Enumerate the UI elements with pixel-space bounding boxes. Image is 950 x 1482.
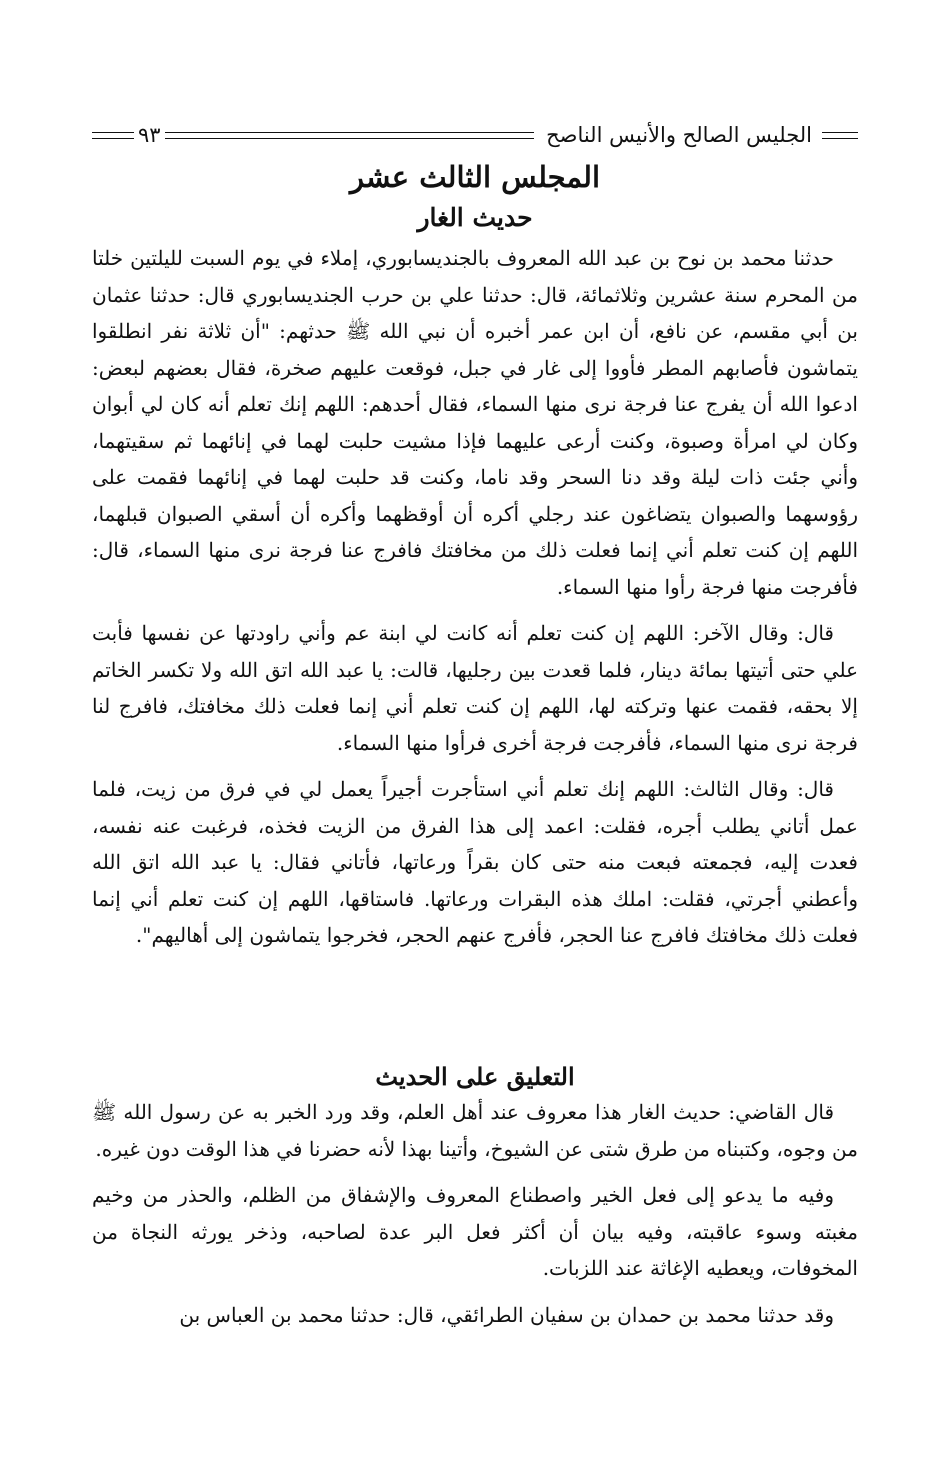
paragraph: وقد حدثنا محمد بن حمدان بن سفيان الطرائقي، قال: حدثنا محمد بن العباس بن [179, 1302, 834, 1327]
section-title: حديث الغار [417, 203, 533, 232]
chapter-title: المجلس الثالث عشر [349, 160, 601, 194]
paragraph: قال: وقال الثالث: اللهم إنك تعلم أني استأجرت أجيراً يعمل لي في فرق من زيت، فلما عمل أتاني يطلب أجره، فقلت: اعمد إلى هذا الفرق من الزيت فخذه، فرغبت عنه نفسه، فعدت إليه، فجمعته فبعت منه حتى كان بقراً ورعاتها، فأتاني فقال: يا عبد الله اتق الله وأعطني أجرتي، فقلت: املك هذه البقرات ورعاتها. فاستاقها، اللهم إن كنت تعلم أني إنما فعلت ذلك مخافتك فافرج عنا الحجر، فأفرج عنهم الحجر، فخرجوا يتماشون إلى أهاليهم". [92, 777, 858, 947]
hadith-text [92, 240, 858, 954]
header-rule-left [92, 132, 134, 139]
header-rule-long [165, 132, 535, 139]
header-rule-right [822, 132, 858, 139]
commentary-heading: التعليق على الحديث [375, 1062, 575, 1091]
commentary-text [92, 1094, 858, 1333]
running-header [92, 118, 858, 152]
page-number: ٩٣ [138, 123, 161, 147]
paragraph: وفيه ما يدعو إلى فعل الخير واصطناع المعروف والإشفاق من الظلم، والحذر من وخيم مغبته وسوء عاقبته، وفيه بيان أن أكثر فعل البر عدة لصاحبه، وذخر يورثه النجاة من المخوفات، ويعطيه الإغاثة عند اللزبات. [92, 1183, 858, 1280]
paragraph: قال القاضي: حديث الغار هذا معروف عند أهل العلم، وقد ورد الخبر به عن رسول الله ﷺ من وجوه، وكتبناه من طرق شتى عن الشيوخ، وأتينا بهذا لأنه حضرنا في هذا الوقت دون غيره. [92, 1100, 858, 1161]
book-title: الجليس الصالح والأنيس الناصح [546, 123, 812, 147]
paragraph: حدثنا محمد بن نوح بن عبد الله المعروف بالجنديسابوري، إملاء في يوم السبت لليلتين خلتا من المحرم سنة عشرين وثلاثمائة، قال: حدثنا علي بن حرب الجنديسابوري قال: حدثنا عثمان بن أبي مقسم، عن نافع، أن ابن عمر أخبره أن نبي الله ﷺ حدثهم: "أن ثلاثة نفر انطلقوا يتماشون فأصابهم المطر فأووا إلى غار في جبل، فوقعت عليهم صخرة، فقال بعضهم لبعض: ادعوا الله أن يفرج عنا فرجة نرى منها السماء، فقال أحدهم: اللهم إنك تعلم أنه كان لي أبوان وكان لي امرأة وصبوة، وكنت أرعى عليهما فإذا مشيت حلبت لهما في إنائهما ثم سقيتهما، وأني جئت ذات ليلة وقد دنا السحر وقد ناما، وكنت قد حلبت لهما في إنائهما فقمت على رؤوسهما والصبوان يتضاغون عند رجلي أكره أن أوقظهما وأكره أن أسقي الصبوان قبلهما، اللهم إن كنت تعلم أني إنما فعلت ذلك من مخافتك فافرج عنا فرجة نرى منها السماء، قال: فأفرجت منها فرجة رأوا منها السماء. [92, 246, 859, 599]
paragraph: قال: وقال الآخر: اللهم إن كنت تعلم أنه كانت لي ابنة عم وأني راودتها عن نفسها فأبت علي حتى أتيتها بمائة دينار، فلما قعدت بين رجليها، قالت: يا عبد الله اتق الله ولا تكسر الخاتم إلا بحقه، فقمت عنها وتركته لها، اللهم إن كنت تعلم أني إنما فعلت ذلك مخافتك، فافرج لنا فرجة نرى منها السماء، فأفرجت فرجة أخرى فرأوا منها السماء. [92, 621, 858, 755]
